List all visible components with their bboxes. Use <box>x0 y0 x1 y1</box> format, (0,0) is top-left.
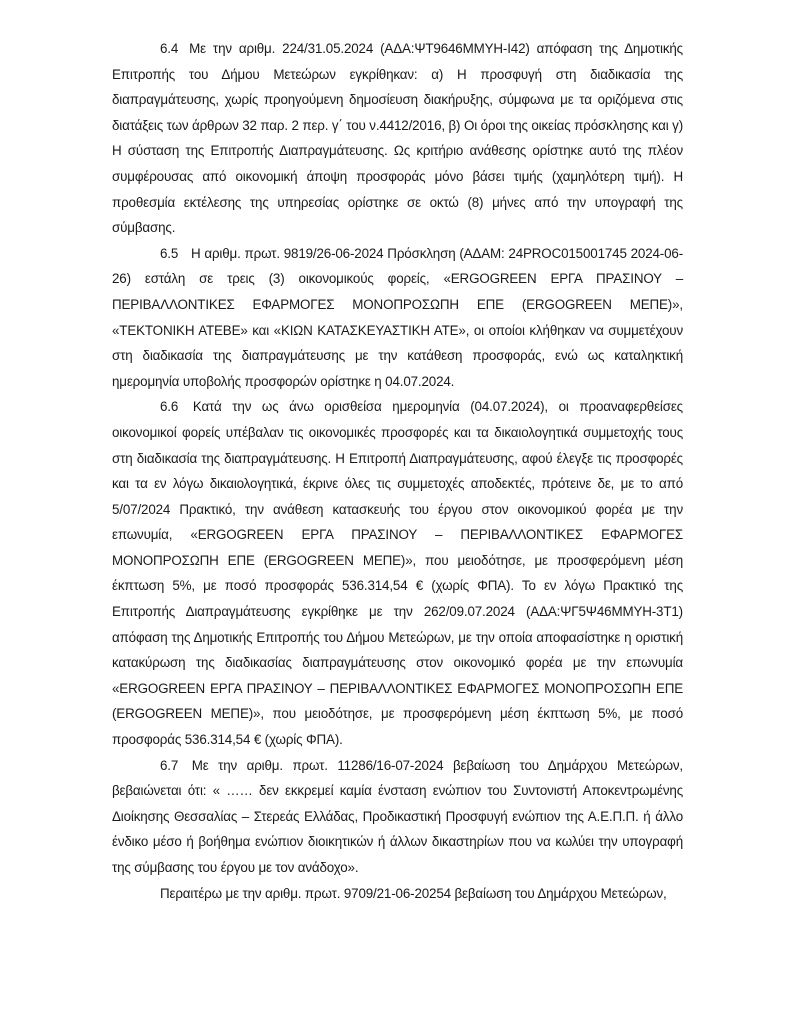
paragraph-number: 6.4 <box>160 41 179 56</box>
paragraph-text: Με την αριθμ. 224/31.05.2024 (ΑΔΑ:ΨΤ9646ΜΜΥΗ-Ι42) απόφαση της Δημοτικής Επιτροπής του Δήμου Μετεώρων εγκρίθηκαν: α) Η προσφυγή στη διαδικασία της διαπραγμάτευσης, χωρίς προηγούμενη δημοσίευση διακήρυξης, σύμφωνα με τα οριζόμενα στις διατάξεις των άρθρων 32 παρ. 2 περ. γ΄ του ν.4412/2016, β) Οι όροι της οικείας πρόσκλησης και γ) Η σύσταση της Επιτροπής Διαπραγμάτευσης. Ως κριτήριο ανάθεσης ορίστηκε αυτό της πλέον συμφέρουσας από οικονομική άποψη προσφοράς μόνο βάσει τιμής (χαμηλότερη τιμή). Η προθεσμία εκτέλεσης της υπηρεσίας ορίστηκε σε οκτώ (8) μήνες από την υπογραφή της σύμβασης. <box>112 41 684 236</box>
paragraph-text: Κατά την ως άνω ορισθείσα ημερομηνία (04.07.2024), οι προαναφερθείσες οικονομικοί φορείς υπέβαλαν τις οικονομικές προσφορές και τα δικαιολογητικά συμμετοχής τους στη διαδικασία της διαπραγμάτευσης. Η Επιτροπή Διαπραγμάτευσης, αφού έλεγξε τις προσφορές και τα εν λόγω δικαιολογητικά, έκρινε όλες τις συμμετοχές αποδεκτές, πρότεινε δε, με το από 5/07/2024 Πρακτικό, την ανάθεση κατασκευής του έργου στον οικονομικού φορέα με την επωνυμία, «ERGOGREEN ΕΡΓΑ ΠΡΑΣΙΝΟΥ – ΠΕΡΙΒΑΛΛΟΝΤΙΚΕΣ ΕΦΑΡΜΟΓΕΣ ΜΟΝΟΠΡΟΣΩΠΗ ΕΠΕ (ERGOGREEN ΜΕΠΕ)», που μειοδότησε, με προσφερόμενη μέση έκπτωση 5%, με ποσό προσφοράς 536.314,54 € (χωρίς ΦΠΑ). Το εν λόγω Πρακτικό της Επιτροπής Διαπραγμάτευσης εγκρίθηκε με την 262/09.07.2024 (ΑΔΑ:ΨΓ5Ψ46ΜΜΥΗ-3Τ1) απόφαση της Δημοτικής Επιτροπής του Δήμου Μετεώρων, με την οποία αποφασίστηκε η οριστική κατακύρωση της διαδικασίας διαπραγμάτευσης στον οικονομικό φορέα με την επωνυμία «ERGOGREEN ΕΡΓΑ ΠΡΑΣΙΝΟΥ – ΠΕΡΙΒΑΛΛΟΝΤΙΚΕΣ ΕΦΑΡΜΟΓΕΣ ΜΟΝΟΠΡΟΣΩΠΗ ΕΠΕ (ERGOGREEN ΜΕΠΕ)», που μειοδότησε, με προσφερόμενη μέση έκπτωση 5%, με ποσό προσφοράς 536.314,54 € (χωρίς ΦΠΑ). <box>112 399 683 748</box>
document-page <box>112 36 683 906</box>
paragraph-number: 6.7 <box>160 757 179 773</box>
paragraph-continuation <box>112 881 683 907</box>
paragraph-number: 6.6 <box>160 399 179 415</box>
paragraph-number: 6.5 <box>160 245 179 261</box>
paragraph-text: Περαιτέρω με την αριθμ. πρωτ. 9709/21-06-20254 βεβαίωση του Δημάρχου Μετεώρων, <box>160 885 667 901</box>
paragraph-6-4 <box>112 36 683 241</box>
paragraph-text: Η αριθμ. πρωτ. 9819/26-06-2024 Πρόσκληση (ΑΔΑΜ: 24PROC015001745 2024-06-26) εστάλη σε τρεις (3) οικονομικούς φορείς, «ERGOGREEN ΕΡΓΑ ΠΡΑΣΙΝΟΥ – ΠΕΡΙΒΑΛΛΟΝΤΙΚΕΣ ΕΦΑΡΜΟΓΕΣ ΜΟΝΟΠΡΟΣΩΠΗ ΕΠΕ (ERGOGREEN ΜΕΠΕ)», «ΤΕΚΤΟΝΙΚΗ ΑΤΕΒΕ» και «ΚΙΩΝ ΚΑΤΑΣΚΕΥΑΣΤΙΚΗ ΑΤΕ», οι οποίοι κλήθηκαν να συμμετέχουν στη διαδικασία της διαπραγμάτευσης με την κατάθεση προσφοράς, ενώ ως καταληκτική ημερομηνία υποβολής προσφορών ορίστηκε η 04.07.2024. <box>112 245 683 389</box>
paragraph-6-5 <box>112 241 683 395</box>
paragraph-text: Με την αριθμ. πρωτ. 11286/16-07-2024 βεβαίωση του Δημάρχου Μετεώρων, βεβαιώνεται ότι: « …… δεν εκκρεμεί καμία ένσταση ενώπιον του Συντονιστή Αποκεντρωμένης Διοίκησης Θεσσαλίας – Στερεάς Ελλάδας, Προδικαστική Προσφυγή ενώπιον της Α.Ε.Π.Π. ή άλλο ένδικο μέσο ή βοήθημα ενώπιον διοικητικών ή άλλων δικαστηρίων που να κωλύει την υπογραφή της σύμβασης του έργου με τον ανάδοχο». <box>112 757 683 875</box>
paragraph-6-6 <box>112 394 683 752</box>
paragraph-6-7 <box>112 753 683 881</box>
